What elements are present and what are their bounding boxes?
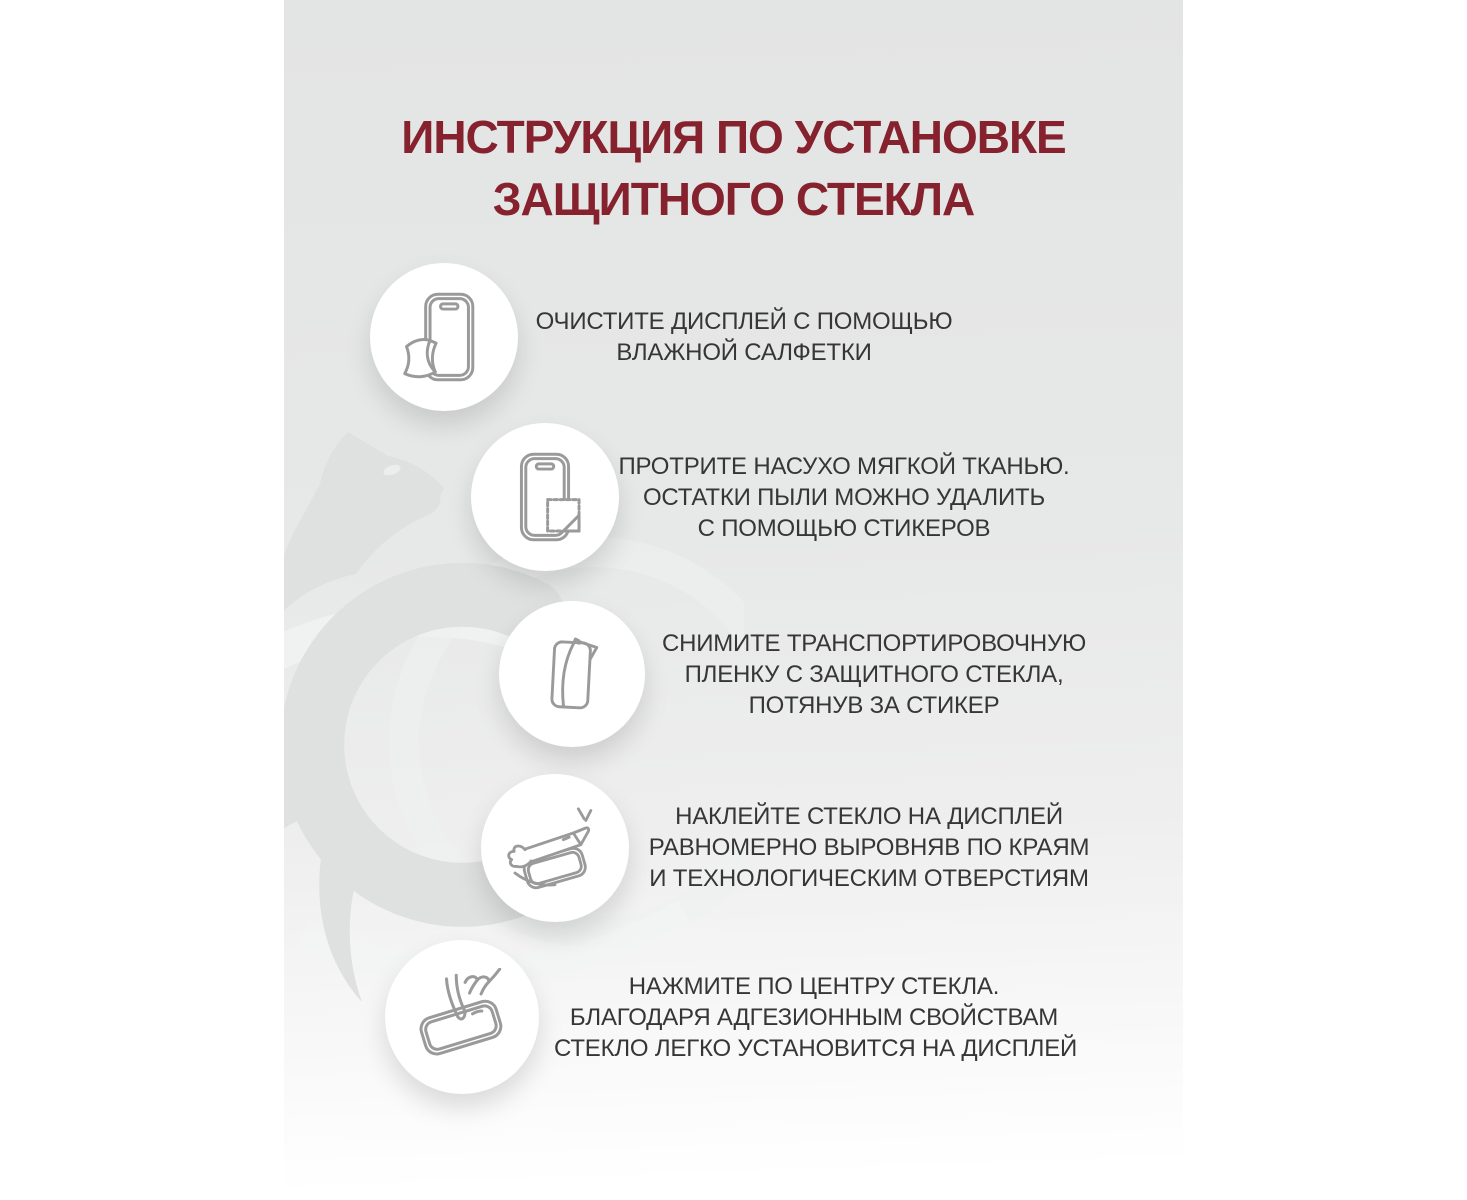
step-4-icon-circle — [481, 774, 629, 922]
instruction-panel — [284, 0, 1183, 1200]
step-line: ПЛЕНКУ С ЗАЩИТНОГО СТЕКЛА, — [684, 661, 1064, 688]
step-3-text — [644, 628, 1104, 721]
step-line: РАВНОМЕРНО ВЫРОВНЯВ ПО КРАЯМ — [648, 834, 1090, 861]
step-line: БЛАГОДАРЯ АДГЕЗИОННЫМ СВОЙСТВАМ — [569, 1004, 1059, 1031]
title-line-1: ИНСТРУКЦИЯ ПО УСТАНОВКЕ — [401, 111, 1066, 163]
title-line-2: ЗАЩИТНОГО СТЕКЛА — [492, 173, 975, 225]
step-line: С ПОМОЩЬЮ СТИКЕРОВ — [697, 515, 991, 542]
phone-wipe-icon — [396, 289, 492, 385]
page-title — [284, 106, 1183, 230]
step-line: НАЖМИТЕ ПО ЦЕНТРУ СТЕКЛА. — [628, 973, 1000, 1000]
step-4-text — [634, 801, 1104, 894]
step-line: СНИМИТЕ ТРАНСПОРТИРОВОЧНУЮ — [661, 630, 1087, 657]
step-line: СТЕКЛО ЛЕГКО УСТАНОВИТСЯ НА ДИСПЛЕЙ — [554, 1035, 1078, 1062]
step-3-icon-circle — [499, 601, 645, 747]
press-center-icon — [411, 968, 513, 1066]
film-peel-icon — [525, 627, 619, 721]
step-5-icon-circle — [385, 940, 539, 1094]
phone-dry-sticker-icon — [497, 449, 593, 545]
step-line: ПОТЯНУВ ЗА СТИКЕР — [748, 692, 1000, 719]
step-line: ОСТАТКИ ПЫЛИ МОЖНО УДАЛИТЬ — [642, 484, 1046, 511]
step-line: ВЛАЖНОЙ САЛФЕТКИ — [616, 339, 872, 366]
step-line: ОЧИСТИТЕ ДИСПЛЕЙ С ПОМОЩЬЮ — [535, 308, 953, 335]
align-glass-icon — [505, 800, 605, 896]
step-2-text — [614, 451, 1074, 544]
step-line: И ТЕХНОЛОГИЧЕСКИМ ОТВЕРСТИЯМ — [649, 865, 1089, 892]
step-line: ПРОТРИТЕ НАСУХО МЯГКОЙ ТКАНЬЮ. — [618, 453, 1070, 480]
step-1-text — [494, 306, 994, 368]
step-5-text — [554, 971, 1078, 1064]
step-line: НАКЛЕЙТЕ СТЕКЛО НА ДИСПЛЕЙ — [675, 803, 1063, 830]
step-2-icon-circle — [471, 423, 619, 571]
